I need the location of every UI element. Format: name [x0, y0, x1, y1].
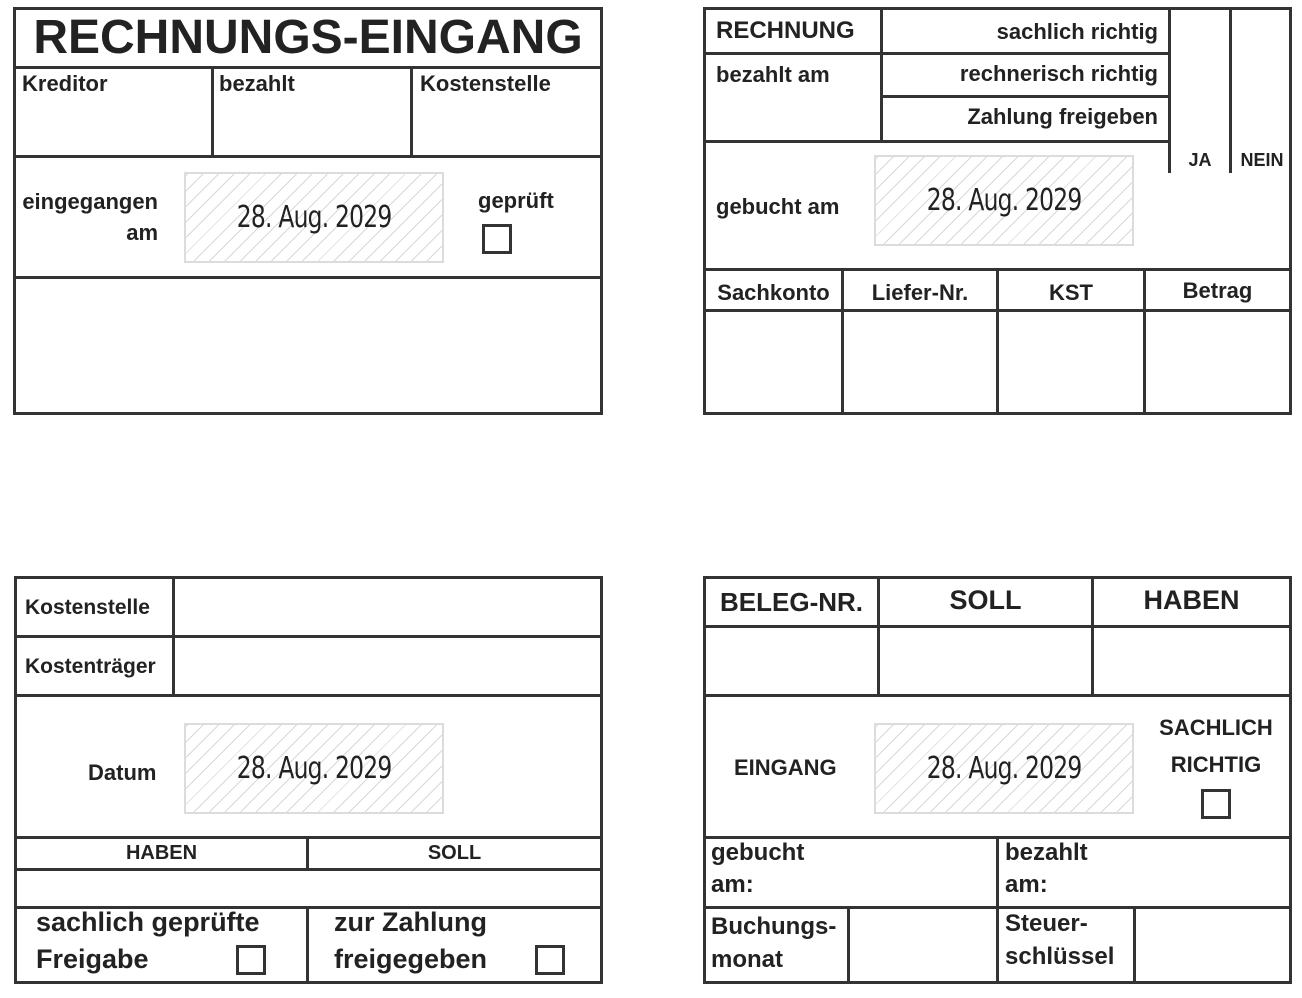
- divider: [847, 906, 850, 984]
- divider: [211, 66, 214, 158]
- divider: [996, 836, 999, 984]
- sachlich-richtig-label: sachlich richtig: [996, 19, 1158, 44]
- steuerschluessel-label-2: schlüssel: [1005, 943, 1115, 970]
- buchungsmonat-label-2: monat: [711, 946, 783, 973]
- date-stamp-field: [874, 155, 1134, 246]
- ja-label: JA: [1188, 150, 1212, 170]
- sachkonto-header: Sachkonto: [717, 280, 830, 305]
- gebucht-am-label: gebucht am: [716, 194, 840, 219]
- freigabe-label: Freigabe: [36, 944, 149, 974]
- divider: [306, 906, 309, 984]
- kostenstelle-label: Kostenstelle: [420, 71, 551, 96]
- date-stamp-field: [184, 723, 444, 814]
- gebucht-am-label: am:: [711, 871, 754, 898]
- divider: [14, 635, 603, 638]
- divider: [1133, 906, 1136, 984]
- liefer-nr-header: Liefer-Nr.: [871, 280, 969, 305]
- divider: [703, 625, 1292, 628]
- kostenstelle-label: Kostenstelle: [25, 596, 150, 619]
- haben-header: HABEN: [1143, 585, 1240, 615]
- divider: [14, 694, 603, 697]
- zahlung-checkbox[interactable]: [535, 945, 565, 975]
- divider: [13, 66, 603, 69]
- nein-label: NEIN: [1240, 150, 1284, 170]
- beleg-nr-header: BELEG-NR.: [720, 587, 863, 617]
- stamp-title: RECHNUNGS-EINGANG: [33, 11, 583, 64]
- divider: [410, 66, 413, 158]
- gebucht-label: gebucht: [711, 839, 805, 866]
- divider: [13, 155, 603, 158]
- eingegangen-label: eingegangen: [22, 189, 158, 214]
- eingang-label: EINGANG: [734, 755, 837, 780]
- kst-header: KST: [1049, 280, 1093, 305]
- date-stamp-field: [874, 723, 1134, 814]
- zahlung-freigeben-label: Zahlung freigeben: [967, 104, 1158, 129]
- soll-header: SOLL: [949, 585, 1022, 615]
- sachlich-gepruefte-label: sachlich geprüfte: [36, 907, 260, 937]
- sachlich-richtig-checkbox[interactable]: [1201, 789, 1231, 819]
- bezahlt-label: bezahlt: [1005, 839, 1088, 866]
- rechnung-label: RECHNUNG: [716, 17, 855, 44]
- divider: [880, 95, 1170, 98]
- geprueft-label: geprüft: [478, 188, 554, 213]
- date-value: 28. Aug. 2029: [926, 751, 1082, 786]
- rechnerisch-richtig-label: rechnerisch richtig: [959, 61, 1158, 86]
- bezahlt-am-label: bezahlt am: [716, 62, 830, 87]
- steuerschluessel-label: Steuer-: [1005, 910, 1088, 937]
- date-value: 28. Aug. 2029: [926, 183, 1082, 218]
- divider: [703, 140, 1170, 143]
- date-value: 28. Aug. 2029: [236, 200, 392, 235]
- divider: [703, 694, 1292, 697]
- date-value: 28. Aug. 2029: [236, 751, 392, 786]
- sachlich-label: SACHLICH: [1159, 715, 1273, 740]
- divider: [1229, 7, 1232, 173]
- soll-header: SOLL: [427, 842, 482, 864]
- freigabe-checkbox[interactable]: [236, 945, 266, 975]
- betrag-header: Betrag: [1182, 278, 1253, 303]
- richtig-label: RICHTIG: [1170, 752, 1262, 777]
- divider: [1168, 7, 1171, 173]
- date-stamp-field: [184, 172, 444, 263]
- geprueft-checkbox[interactable]: [482, 224, 512, 254]
- divider: [172, 576, 175, 697]
- divider: [880, 7, 883, 143]
- divider: [13, 276, 603, 279]
- bezahlt-label: bezahlt: [219, 71, 295, 96]
- kreditor-label: Kreditor: [22, 71, 108, 96]
- datum-label: Datum: [88, 760, 157, 785]
- divider: [880, 52, 1170, 55]
- haben-header: HABEN: [125, 842, 198, 864]
- bezahlt-am-label: am:: [1005, 871, 1048, 898]
- buchungsmonat-label: Buchungs-: [711, 913, 837, 940]
- freigegeben-label: freigegeben: [334, 944, 488, 974]
- kostentraeger-label: Kostenträger: [25, 655, 156, 678]
- eingegangen-label-am: am: [126, 220, 158, 245]
- zur-zahlung-label: zur Zahlung: [334, 907, 487, 937]
- divider: [703, 52, 882, 55]
